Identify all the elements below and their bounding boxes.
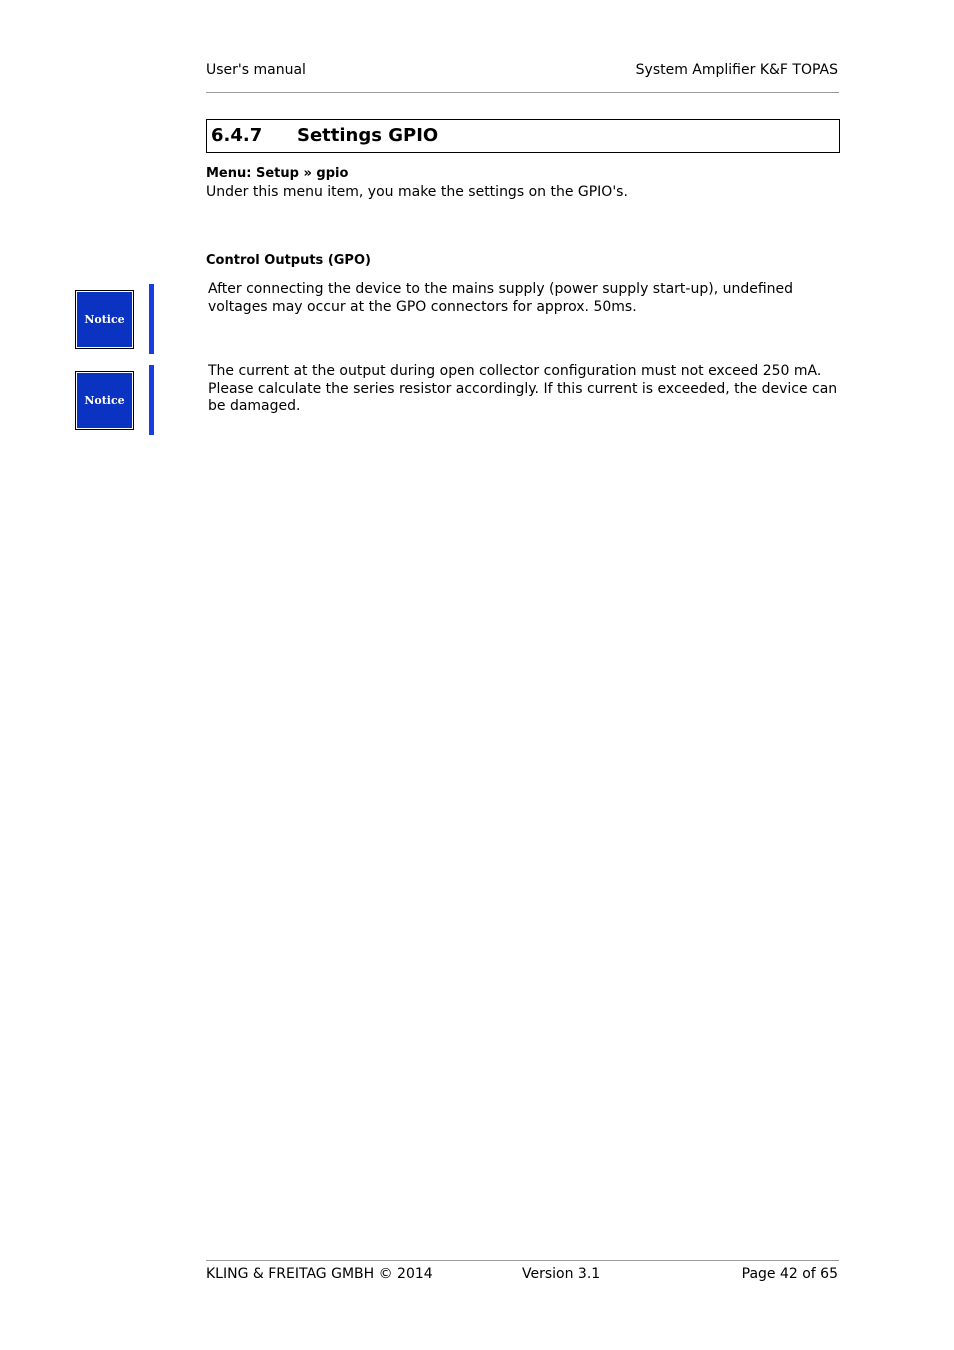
notice-bar: [149, 365, 154, 435]
subheading-control-outputs: Control Outputs (GPO): [206, 253, 371, 268]
notice-icon: [75, 371, 134, 430]
intro-paragraph: Under this menu item, you make the settings on the GPIO's.: [206, 184, 628, 200]
notice-text: After connecting the device to the mains supply (power supply start-up), undefined voltages may occur at the GPO connectors for approx. 50ms.: [208, 281, 794, 315]
section-title: Settings GPIO: [297, 125, 439, 146]
footer-version: Version 3.1: [522, 1266, 601, 1282]
notice-badge-label: Notice: [84, 394, 125, 407]
footer-page-number: Page 42 of 65: [741, 1266, 838, 1282]
header-left: User's manual: [206, 62, 306, 78]
section-heading-box: [206, 119, 840, 153]
notice-bar: [149, 284, 154, 354]
notice-text: The current at the output during open collector configuration must not exceed 250 mA. Please calculate the series resistor accordingly. If this current is exceeded, the device can be damaged.: [208, 363, 838, 414]
footer-copyright: KLING & FREITAG GMBH © 2014: [206, 1266, 433, 1282]
section-number: 6.4.7: [211, 125, 263, 146]
notice-badge-label: Notice: [84, 313, 125, 326]
header-right: System Amplifier K&F TOPAS: [635, 62, 838, 78]
header-divider: [206, 92, 839, 93]
footer-divider: [206, 1260, 839, 1261]
notice-icon: [75, 290, 134, 349]
menu-path-label: Menu: Setup » gpio: [206, 166, 349, 181]
